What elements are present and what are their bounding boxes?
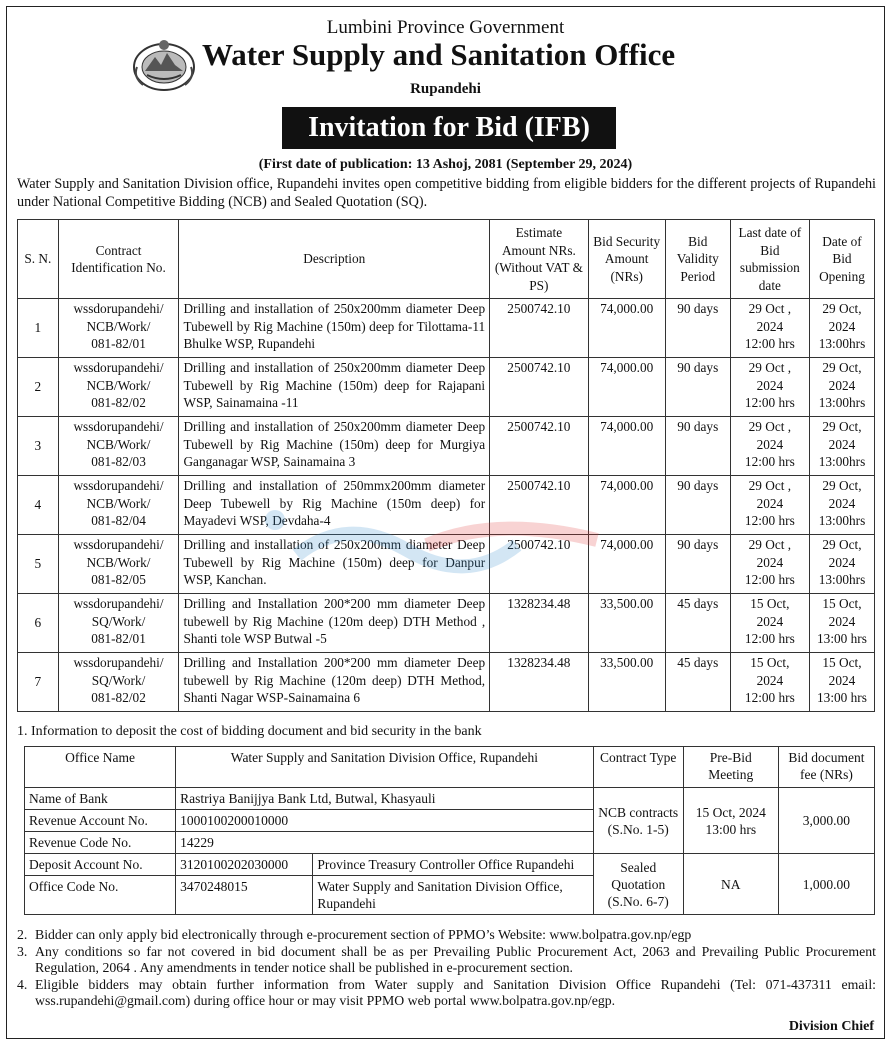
header-contract-id: Contract Identification No. [58,220,179,299]
row-estimate: 2500742.10 [490,358,588,417]
header-security: Bid Security Amount (NRs) [588,220,665,299]
notice-header [7,7,884,115]
revenue-code-label: Revenue Code No. [25,832,176,854]
list-item [17,944,876,977]
row-description: Drilling and installation of 250mmx200mm diameter Deep Tubewell by Rig Machine (150m deep) for Mayadevi WSP, Devdaha-4 [179,476,490,535]
id-line: NCB/Work/ [86,554,151,570]
table-row [18,653,875,712]
bank-row [25,854,875,876]
row-contract-id [58,417,179,476]
note-number: 4. [17,976,28,992]
id-line: 081-82/03 [91,454,146,469]
row-validity: 90 days [665,358,730,417]
notes-list [17,927,876,1010]
date-line: 29 Oct, [822,478,862,493]
date-line: 2024 [828,672,856,688]
note-text: Eligible bidders may obtain further information from Water supply and Sanitation Division Office Rupandehi (Tel: 071-437311 email: wss.rupandehi@gmail.com) during office hour or may visit PPMO web portal www.bolpatra.gov.np/egp. [35,976,876,1008]
row-sn: 2 [18,358,59,417]
row-security: 33,500.00 [588,653,665,712]
row-contract-id [58,653,179,712]
date-line: 2024 [756,377,784,393]
date-line: 29 Oct , [748,537,792,552]
id-line: NCB/Work/ [86,436,151,452]
bid-table [17,219,875,712]
date-line: 2024 [828,495,856,511]
id-line: wssdorupandehi/ [73,655,164,670]
ncb-prebid [683,788,778,854]
row-sn: 6 [18,594,59,653]
row-contract-id [58,299,179,358]
date-line: 12:00 hrs [744,395,795,410]
date-line: 15 Oct, [822,655,862,670]
row-validity: 90 days [665,476,730,535]
row-description: Drilling and Installation 200*200 mm diameter Deep tubewell by Rig Machine (120m deep) DTH Method, Shanti Nagar WSP-Sainamaina 6 [179,653,490,712]
deposit-account-holder: Province Treasury Controller Office Rupandehi [313,854,593,876]
note-number: 2. [17,927,28,942]
row-estimate: 1328234.48 [490,594,588,653]
date-line: 29 Oct , [748,360,792,375]
id-line: wssdorupandehi/ [73,419,164,434]
office-name-value: Water Supply and Sanitation Division Office, Rupandehi [176,747,593,788]
office-title: Water Supply and Sanitation Office [202,37,676,72]
row-estimate: 2500742.10 [490,476,588,535]
prebid-date: 15 Oct, 2024 [695,804,766,820]
office-code-label: Office Code No. [25,876,176,915]
table-row [18,594,875,653]
row-sn: 1 [18,299,59,358]
prebid-label: Pre-Bid Meeting [683,747,778,788]
ncb-fee: 3,000.00 [778,788,874,854]
sq-prebid: NA [683,854,778,915]
date-line: 12:00 hrs [744,454,795,469]
row-last-date [730,653,809,712]
row-last-date [730,417,809,476]
row-opening [809,476,874,535]
table-row [18,535,875,594]
note-number: 3. [17,943,28,959]
date-line: 12:00 hrs [744,690,795,705]
row-opening [809,653,874,712]
row-last-date [730,358,809,417]
date-line: 12:00 hrs [744,572,795,587]
row-security: 74,000.00 [588,358,665,417]
date-line: 13:00 hrs [817,690,867,705]
row-opening [809,535,874,594]
date-line: 2024 [756,436,784,452]
row-opening [809,358,874,417]
date-line: 13:00hrs [818,395,866,410]
row-description: Drilling and installation of 250x200mm diameter Deep Tubewell by Rig Machine (150m) deep for Tilottama-11 Bhulke WSP, Rupandehi [179,299,490,358]
date-line: 29 Oct , [748,301,792,316]
date-line: 2024 [756,672,784,688]
id-line: 081-82/04 [91,513,146,528]
date-line: 29 Oct, [822,301,862,316]
date-line: 29 Oct , [748,419,792,434]
row-validity: 90 days [665,535,730,594]
date-line: 12:00 hrs [744,336,795,351]
row-security: 33,500.00 [588,594,665,653]
row-security: 74,000.00 [588,417,665,476]
table-row [18,358,875,417]
date-line: 13:00hrs [818,336,866,351]
revenue-account-value: 1000100200010000 [176,810,593,832]
list-item [17,927,876,944]
table-row [18,476,875,535]
date-line: 13:00hrs [818,513,866,528]
date-line: 29 Oct, [822,537,862,552]
id-line: wssdorupandehi/ [73,537,164,552]
date-line: 2024 [828,377,856,393]
list-item [17,977,876,1010]
row-contract-id [58,535,179,594]
date-line: 2024 [756,495,784,511]
row-estimate: 2500742.10 [490,299,588,358]
row-validity: 45 days [665,653,730,712]
date-line: 2024 [756,554,784,570]
row-last-date [730,594,809,653]
row-sn: 3 [18,417,59,476]
date-line: 2024 [756,318,784,334]
bank-row [25,788,875,810]
government-name: Lumbini Province Government [326,17,565,38]
office-code-value: 3470248015 [176,876,313,915]
date-line: 12:00 hrs [744,631,795,646]
sq-contract-type: Sealed Quotation (S.No. 6-7) [593,854,683,915]
date-line: 15 Oct, [822,596,862,611]
date-line: 13:00hrs [818,454,866,469]
signature: Division Chief [788,1019,874,1034]
row-description: Drilling and installation of 250x200mm diameter Deep Tubewell by Rig Machine (150m) deep for Rajapani WSP, Sainamaina -11 [179,358,490,417]
row-estimate: 1328234.48 [490,653,588,712]
notice-page [6,6,885,1039]
date-line: 29 Oct, [822,360,862,375]
bank-header-row [25,747,875,788]
row-security: 74,000.00 [588,535,665,594]
date-line: 2024 [828,613,856,629]
header-last-date: Last date of Bid submission date [730,220,809,299]
date-line: 13:00hrs [818,572,866,587]
id-line: NCB/Work/ [86,318,151,334]
fee-label: Bid document fee (NRs) [778,747,874,788]
row-last-date [730,476,809,535]
id-line: SQ/Work/ [91,613,146,629]
intro-paragraph: Water Supply and Sanitation Division office, Rupandehi invites open competitive bidding from eligible bidders for the different projects of Rupandehi under National Competitive Bidding (NCB) and Sealed Quotation (SQ). [17,176,876,210]
bank-info-table [24,746,875,915]
id-line: 081-82/02 [91,395,146,410]
header-validity: Bid Validity Period [665,220,730,299]
row-contract-id [58,476,179,535]
publication-date: (First date of publication: 13 Ashoj, 2081 (September 29, 2024) [258,157,633,172]
sq-fee: 1,000.00 [778,854,874,915]
date-line: 15 Oct, [750,655,790,670]
id-line: NCB/Work/ [86,377,151,393]
id-line: 081-82/01 [91,631,146,646]
row-security: 74,000.00 [588,476,665,535]
row-estimate: 2500742.10 [490,535,588,594]
row-description: Drilling and Installation 200*200 mm diameter Deep tubewell by Rig Machine (120m deep) DTH Method , Shanti tole WSP Butwal -5 [179,594,490,653]
id-line: wssdorupandehi/ [73,596,164,611]
row-contract-id [58,358,179,417]
id-line: SQ/Work/ [91,672,146,688]
date-line: 2024 [756,613,784,629]
header-opening: Date of Bid Opening [809,220,874,299]
row-security: 74,000.00 [588,299,665,358]
header-description: Description [179,220,490,299]
row-sn: 4 [18,476,59,535]
office-code-holder: Water Supply and Sanitation Division Office, Rupandehi [313,876,593,915]
id-line: wssdorupandehi/ [73,360,164,375]
table-row [18,417,875,476]
note-text: Bidder can only apply bid electronically through e-procurement section of PPMO’s Website: www.bolpatra.gov.np/egp [35,927,692,942]
id-line: 081-82/02 [91,690,146,705]
id-line: wssdorupandehi/ [73,478,164,493]
date-line: 2024 [828,436,856,452]
date-line: 13:00 hrs [817,631,867,646]
note-text: Any conditions so far not covered in bid document shall be as per Prevailing Public Procurement Act, 2063 and Prevailing Public Procurement Regulation, 2064 . Any amendments in tender notice shall be published in e-procurement section. [35,943,876,975]
notice-title: Invitation for Bid (IFB) [282,107,616,149]
contract-type-label: Contract Type [593,747,683,788]
row-opening [809,417,874,476]
ncb-contract-type: NCB contracts (S.No. 1-5) [593,788,683,854]
district-name: Rupandehi [410,81,481,97]
date-line: 12:00 hrs [744,513,795,528]
row-sn: 5 [18,535,59,594]
bid-table-header [18,220,875,299]
header-estimate: Estimate Amount NRs. (Without VAT & PS) [490,220,588,299]
id-line: NCB/Work/ [86,495,151,511]
bank-name-label: Name of Bank [25,788,176,810]
header-sn: S. N. [18,220,59,299]
prebid-time: 13:00 hrs [705,821,757,837]
row-sn: 7 [18,653,59,712]
table-row [18,299,875,358]
date-line: 2024 [828,318,856,334]
row-description: Drilling and installation of 250x200mm diameter Deep Tubewell by Rig Machine (150m) deep for Danpur WSP, Kanchan. [179,535,490,594]
bank-name-value: Rastriya Banijjya Bank Ltd, Butwal, Khasyauli [176,788,593,810]
row-opening [809,594,874,653]
row-contract-id [58,594,179,653]
id-line: 081-82/01 [91,336,146,351]
deposit-account-label: Deposit Account No. [25,854,176,876]
row-validity: 90 days [665,417,730,476]
row-last-date [730,299,809,358]
deposit-account-value: 3120100202030000 [176,854,313,876]
row-estimate: 2500742.10 [490,417,588,476]
row-last-date [730,535,809,594]
date-line: 29 Oct , [748,478,792,493]
date-line: 15 Oct, [750,596,790,611]
row-opening [809,299,874,358]
revenue-account-label: Revenue Account No. [25,810,176,832]
id-line: 081-82/05 [91,572,146,587]
office-name-label: Office Name [25,747,176,788]
bank-info-note: 1. Information to deposit the cost of bidding document and bid security in the bank [17,724,482,739]
revenue-code-value: 14229 [176,832,593,854]
date-line: 29 Oct, [822,419,862,434]
row-validity: 45 days [665,594,730,653]
id-line: wssdorupandehi/ [73,301,164,316]
date-line: 2024 [828,554,856,570]
row-validity: 90 days [665,299,730,358]
row-description: Drilling and installation of 250x200mm diameter Deep Tubewell by Rig Machine (150m) deep for Murgiya Ganganagar WSP, Sainamaina 3 [179,417,490,476]
